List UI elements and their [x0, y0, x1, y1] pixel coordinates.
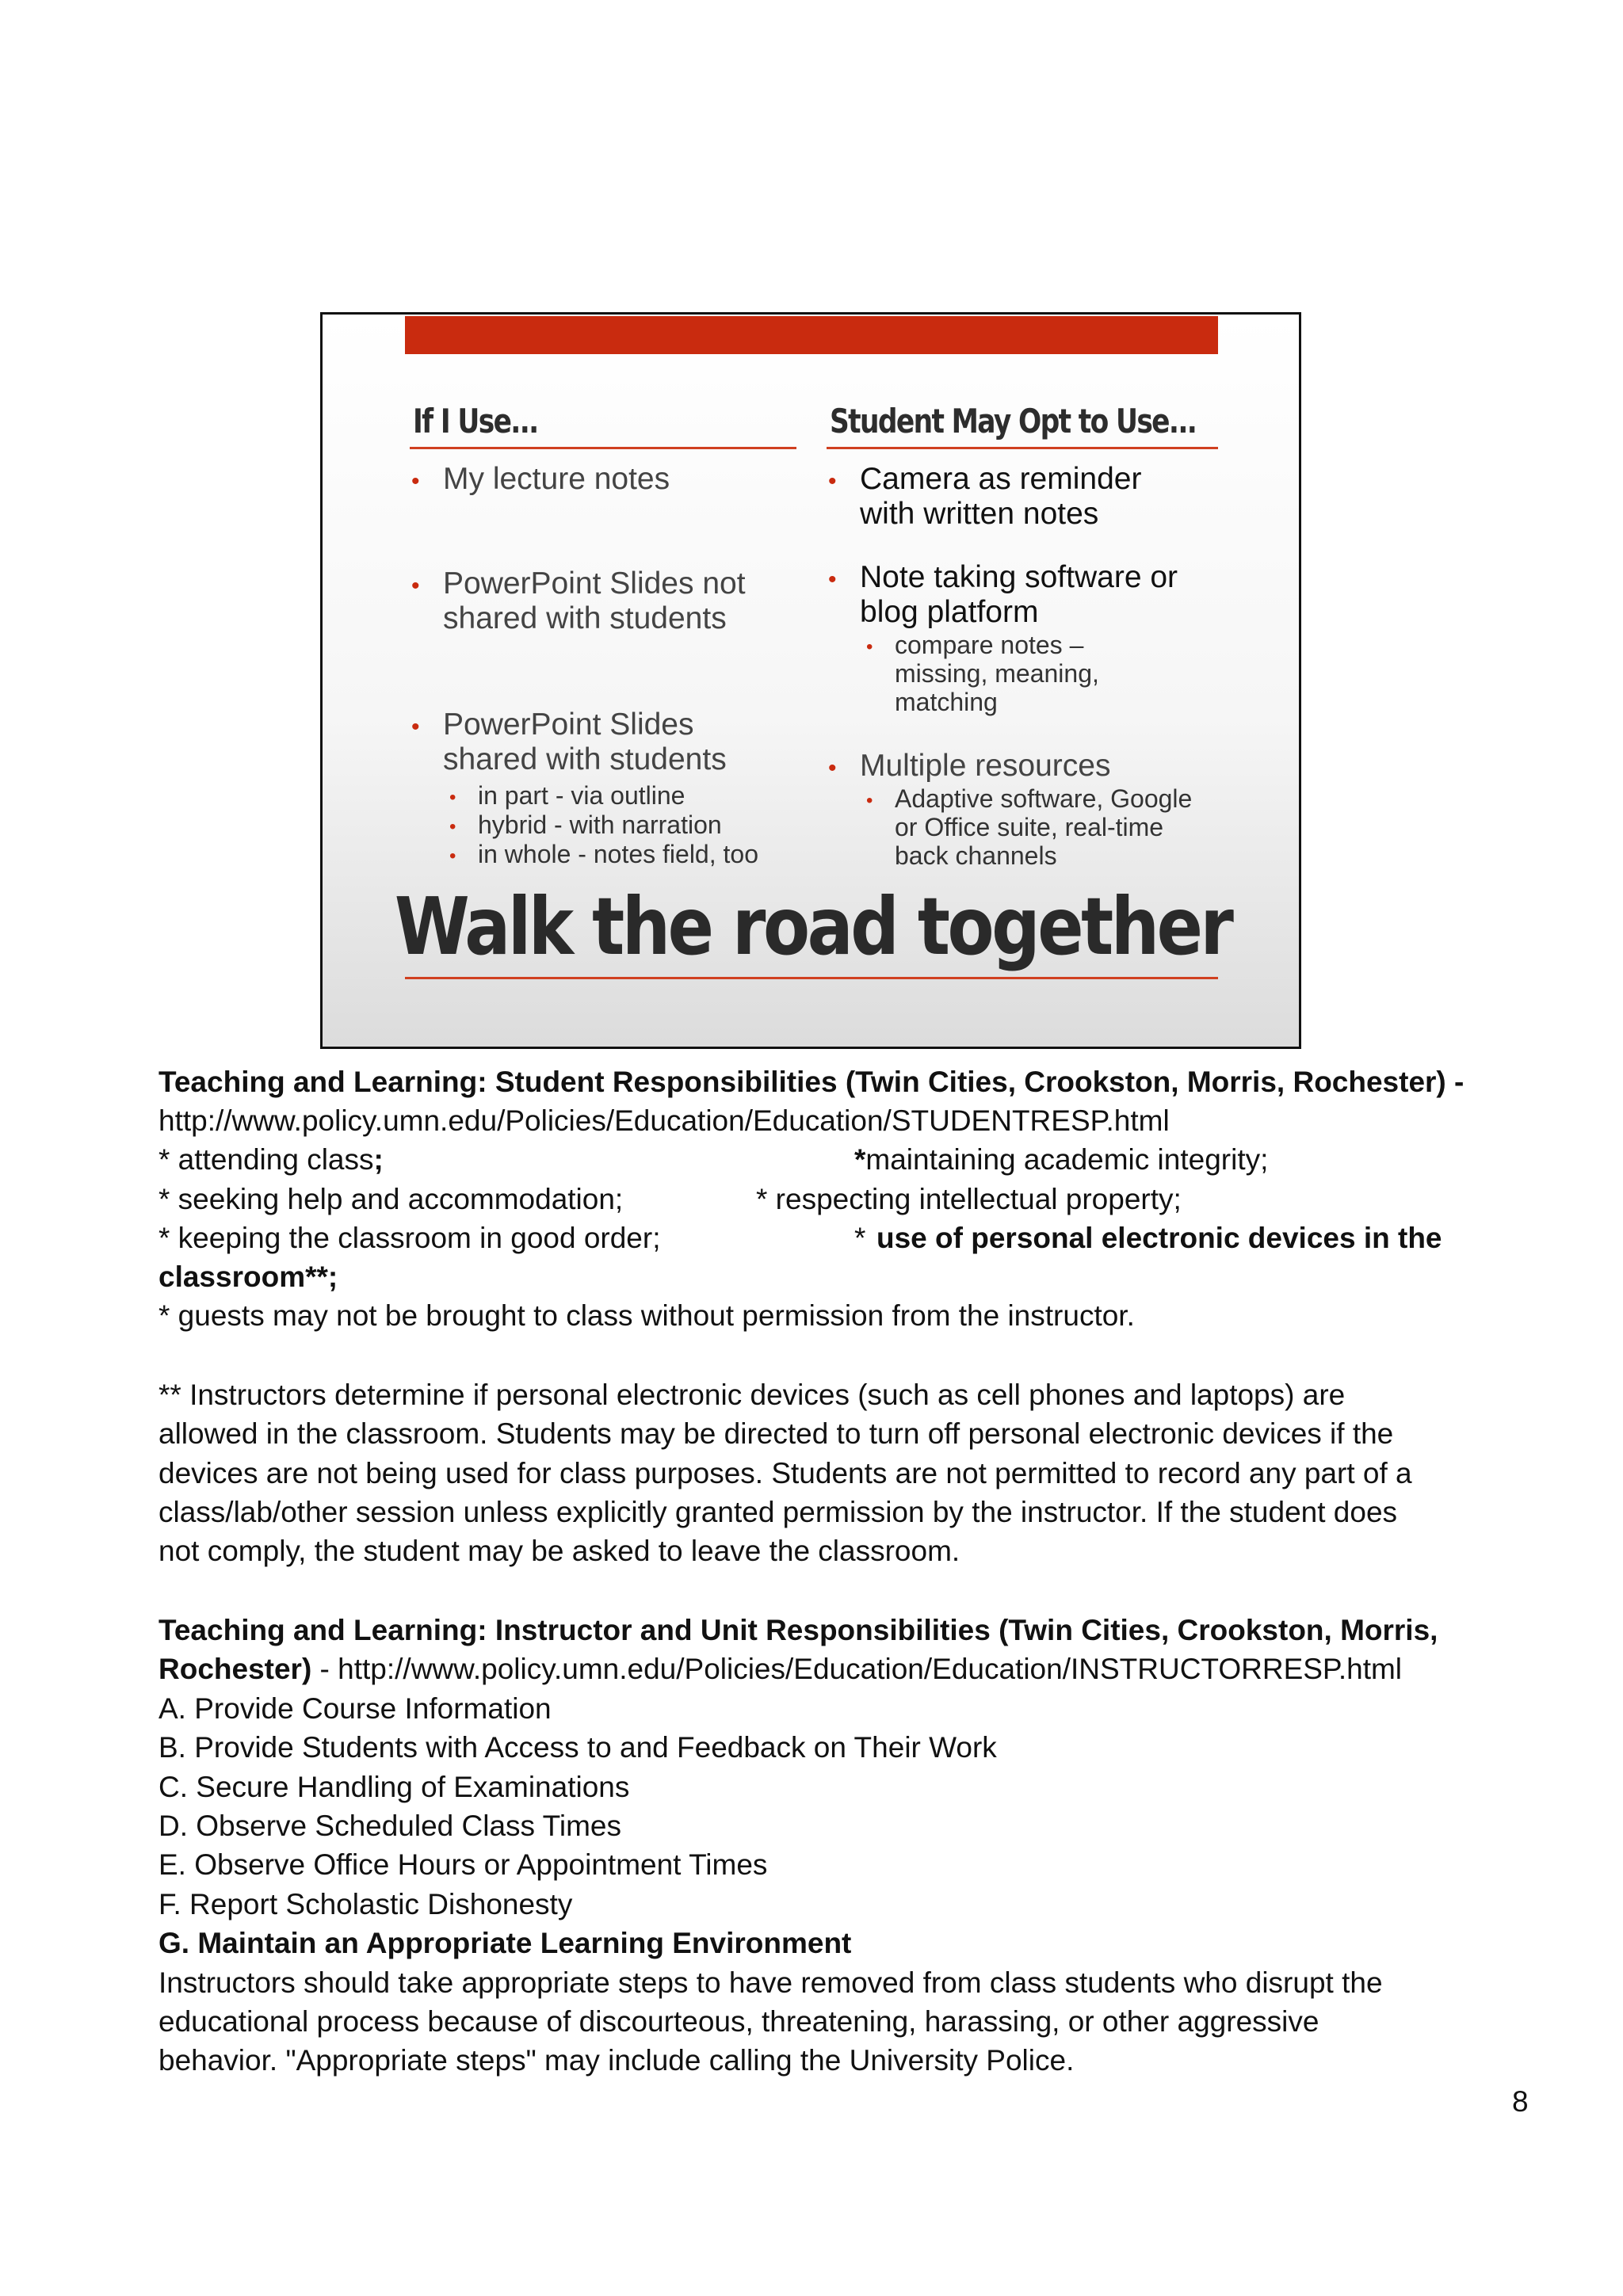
slide-right-item-text: Multiple resources [860, 749, 1111, 783]
instructor-item: A. Provide Course Information [158, 1692, 552, 1725]
slide-right-item-text: Camera as reminder with written notes [860, 462, 1142, 531]
bullet-icon: • [449, 816, 456, 837]
slide-left-rule [410, 447, 796, 449]
student-item-text: maintaining academic integrity; [865, 1143, 1269, 1176]
slide-left-item-text: PowerPoint Slides not shared with students [443, 566, 746, 635]
student-item: * seeking help and accommodation; [158, 1183, 624, 1215]
instructor-g-text-line: educational process because of discourteous, threatening, harassing, or other aggressive [158, 2005, 1319, 2038]
bullet-icon: • [411, 573, 420, 599]
slide-left-item [411, 566, 792, 635]
student-item [854, 1141, 1268, 1179]
slide-left-item [411, 707, 776, 776]
slide-left-subitem [449, 840, 811, 869]
student-item-star: * [854, 1143, 866, 1176]
student-item [158, 1141, 384, 1179]
instructor-g-text-line: behavior. "Appropriate steps" may include calling the University Police. [158, 2044, 1075, 2077]
student-item-star: * [854, 1222, 866, 1254]
bullet-icon: • [828, 755, 837, 781]
student-item: * keeping the classroom in good order; [158, 1222, 661, 1254]
student-item-punct: ; [373, 1143, 384, 1176]
instructor-resp-heading-end: Rochester) [158, 1653, 312, 1685]
instructor-item: D. Observe Scheduled Class Times [158, 1810, 622, 1842]
slide-left-item [411, 462, 808, 497]
slide-right-item-text: Note taking software or blog platform [860, 560, 1178, 629]
student-item: * guests may not be brought to class without permission from the instructor. [158, 1299, 1135, 1332]
slide-left-item-text: PowerPoint Slides shared with students [443, 707, 727, 776]
bullet-icon: • [866, 636, 873, 658]
student-item-bold-cont: classroom**; [158, 1261, 338, 1293]
slide-bottom-rule [405, 977, 1218, 979]
slide-right-subitem [866, 784, 1212, 870]
student-item-text: * attending class [158, 1143, 374, 1176]
bullet-icon: • [449, 845, 456, 867]
instructor-g-text-line: Instructors should take appropriate steps to have removed from class students who disrupt the [158, 1966, 1383, 1999]
slide-right-subitem-text: Adaptive software, Google or Office suite, real-time back channels [895, 784, 1193, 870]
slide-right-heading: Student May Opt to Use... [830, 402, 1197, 441]
slide-right-subitem [866, 631, 1156, 716]
bullet-icon: • [828, 566, 837, 593]
instructor-resp-url[interactable]: - http://www.policy.umn.edu/Policies/Education/Education/INSTRUCTORRESP.html [311, 1653, 1403, 1685]
student-item-bold-text-1: use of personal electronic devices in the [876, 1222, 1442, 1254]
slide-right-rule [827, 447, 1218, 449]
slide-left-subitem [449, 781, 811, 810]
bullet-icon: • [866, 790, 873, 811]
slide-title [323, 880, 1301, 973]
slide-left-item-text: My lecture notes [443, 462, 670, 496]
slide-title-text: Walk the road together [395, 880, 1232, 973]
bullet-icon: • [411, 468, 420, 494]
slide-left-subitem [449, 810, 811, 840]
slide-left-subitem-text: in whole - notes field, too [478, 840, 758, 868]
instructor-resp-heading-line2 [158, 1650, 1402, 1688]
slide-right-item [828, 462, 1193, 531]
instructor-item: B. Provide Students with Access to and Feedback on Their Work [158, 1731, 997, 1764]
page-number: 8 [1512, 2085, 1529, 2118]
student-item: * respecting intellectual property; [756, 1183, 1182, 1215]
slide-image [320, 312, 1301, 1049]
student-resp-url[interactable]: http://www.policy.umn.edu/Policies/Education/Education/STUDENTRESP.html [158, 1104, 1170, 1137]
student-note-line: not comply, the student may be asked to leave the classroom. [158, 1535, 960, 1567]
bullet-icon: • [828, 468, 837, 494]
student-item-bold [876, 1219, 1442, 1257]
student-note-line: ** Instructors determine if personal electronic devices (such as cell phones and laptops) are [158, 1379, 1346, 1411]
slide-header-bar [405, 316, 1218, 354]
instructor-item: C. Secure Handling of Examinations [158, 1771, 630, 1803]
instructor-item-g-heading: G. Maintain an Appropriate Learning Environment [158, 1927, 852, 1959]
instructor-item: E. Observe Office Hours or Appointment Times [158, 1848, 768, 1881]
slide-left-subitem-text: hybrid - with narration [478, 810, 722, 839]
slide-right-item [828, 560, 1224, 629]
instructor-item: F. Report Scholastic Dishonesty [158, 1888, 573, 1920]
student-note-line: class/lab/other session unless explicitly granted permission by the instructor. If the student does [158, 1496, 1398, 1528]
bullet-icon: • [411, 714, 420, 740]
student-resp-heading: Teaching and Learning: Student Responsibilities (Twin Cities, Crookston, Morris, Rochester) - [158, 1066, 1465, 1098]
instructor-resp-heading: Teaching and Learning: Instructor and Unit Responsibilities (Twin Cities, Crookston, Morris, [158, 1614, 1438, 1646]
slide-right-item [828, 749, 1193, 784]
student-note-line: allowed in the classroom. Students may be directed to turn off personal electronic devices if the [158, 1417, 1394, 1450]
slide-left-heading: If I Use... [413, 402, 538, 441]
bullet-icon: • [449, 787, 456, 808]
slide-left-subitem-text: in part - via outline [478, 781, 685, 810]
slide-right-subitem-text: compare notes – missing, meaning, matching [895, 631, 1099, 716]
student-note-line: devices are not being used for class purposes. Students are not permitted to record any part of a [158, 1457, 1412, 1489]
